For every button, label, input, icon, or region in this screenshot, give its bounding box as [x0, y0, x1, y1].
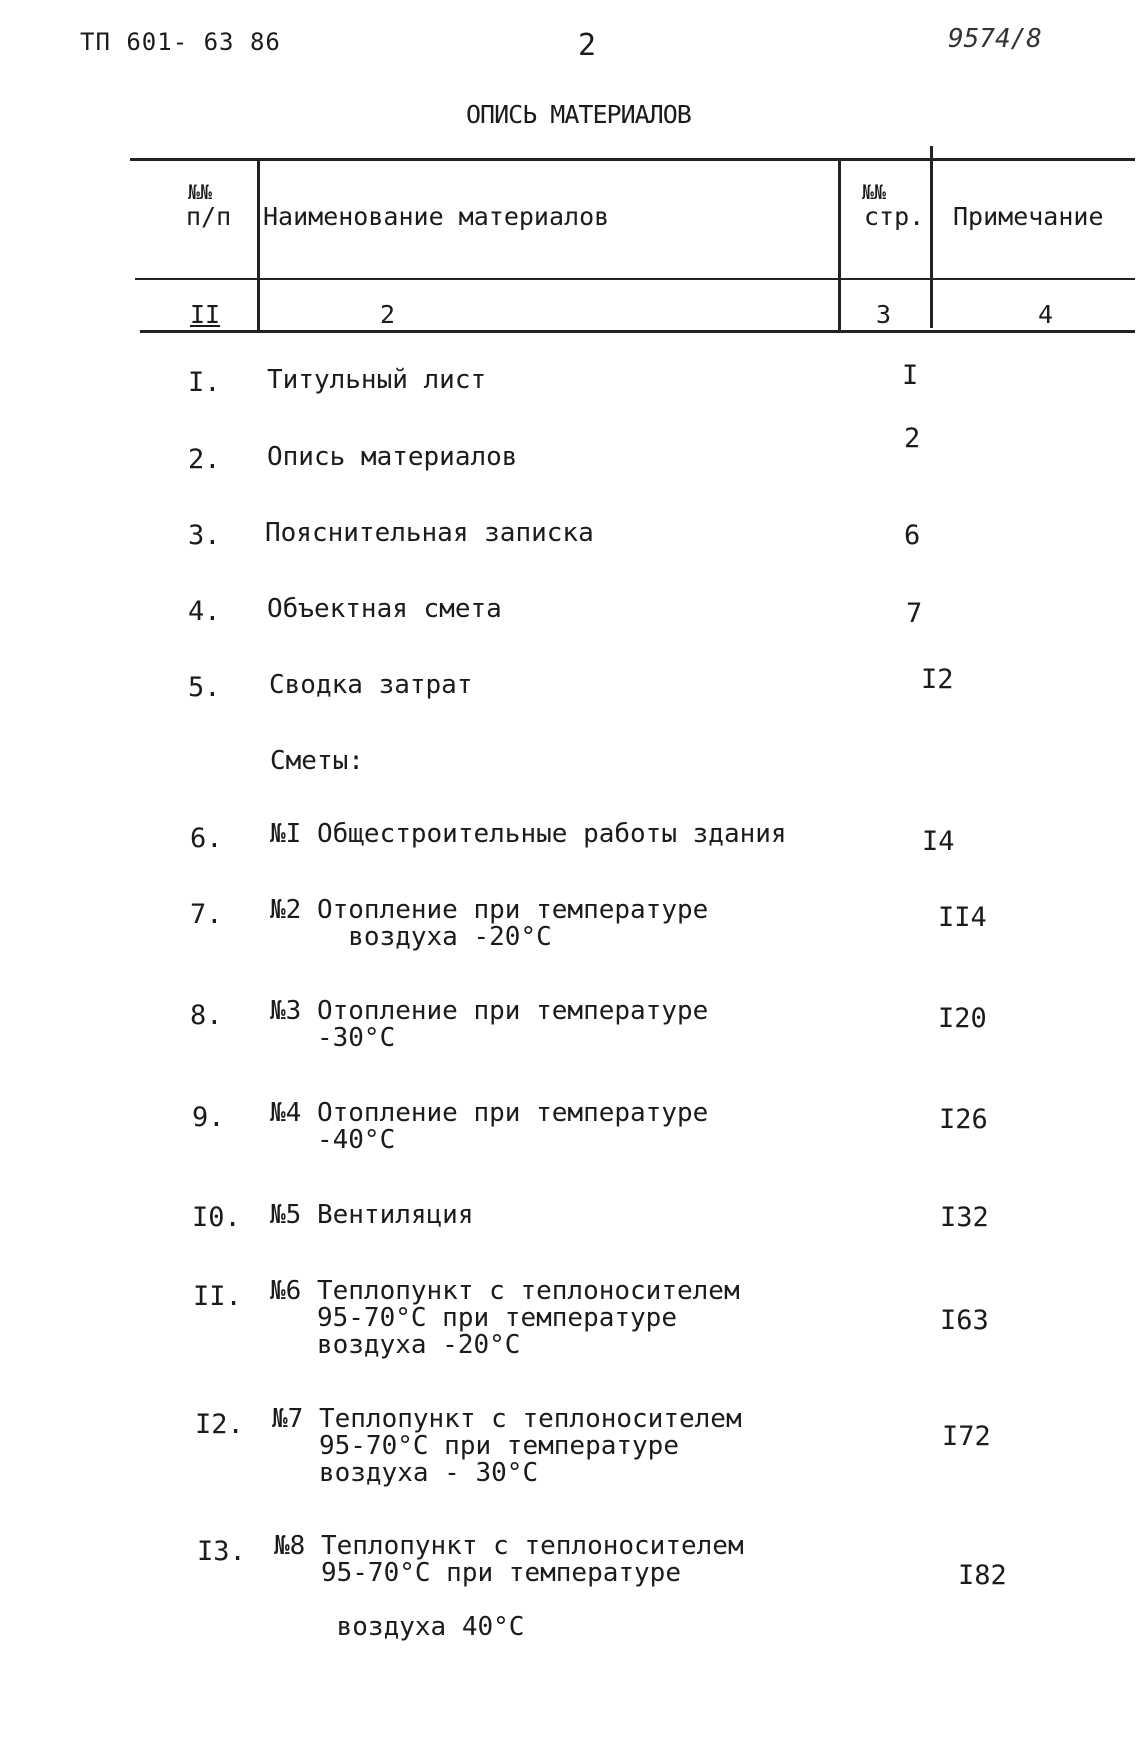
item-title: №8 Теплопункт с теплоносителем 95-70°С при температуре воздуха 40°С	[274, 1531, 744, 1642]
item-page: 6	[904, 520, 921, 551]
item-title: Опись материалов	[267, 442, 518, 472]
document-title: ОПИСЬ МАТЕРИАЛОВ	[466, 100, 691, 129]
col-note-label: Примечание	[953, 202, 1104, 231]
item-number: 7.	[190, 899, 223, 930]
item-page: I82	[958, 1560, 1007, 1591]
item-title: Пояснительная записка	[265, 518, 594, 548]
item-number: 3.	[188, 520, 221, 551]
col-index-1: II	[190, 300, 221, 329]
item-number: I2.	[195, 1409, 244, 1440]
header-bottom-rule	[140, 330, 1135, 333]
document-code: ТП 601- 63 86	[80, 28, 281, 56]
archive-number: 9574/8	[948, 24, 1042, 54]
item-page: I63	[940, 1305, 989, 1336]
item-page: II4	[938, 902, 987, 933]
col-number-label-1: №№	[188, 180, 213, 204]
section-heading: Сметы:	[270, 746, 364, 776]
col-index-4: 4	[1038, 300, 1054, 329]
item-title: №7 Теплопункт с теплоносителем 95-70°С при температуре воздуха - 30°С	[272, 1404, 742, 1488]
item-title: №5 Вентиляция	[270, 1200, 474, 1230]
col-page-label-2: стр.	[864, 202, 925, 231]
item-page: 2	[904, 423, 921, 454]
item-page: 7	[906, 598, 923, 629]
header-col-divider-1	[257, 158, 260, 333]
item-title: №2 Отопление при температуре воздуха -20°С	[270, 895, 709, 952]
col-index-3: 3	[876, 300, 892, 329]
item-page: I2	[921, 664, 954, 695]
header-col-divider-2	[838, 158, 841, 333]
item-page: I72	[942, 1421, 991, 1452]
item-number: 8.	[190, 1000, 223, 1031]
item-number: I.	[188, 367, 221, 398]
col-index-2: 2	[380, 300, 396, 329]
col-page-label-1: №№	[862, 180, 887, 204]
header-top-rule	[130, 158, 1135, 161]
item-page: I26	[939, 1104, 988, 1135]
item-title: №6 Теплопункт с теплоносителем 95-70°С при температуре воздуха -20°С	[270, 1276, 740, 1360]
item-number: II.	[193, 1281, 242, 1312]
item-number: 6.	[190, 823, 223, 854]
item-page: I32	[940, 1202, 989, 1233]
item-title: №4 Отопление при температуре -40°С	[270, 1098, 709, 1155]
header-middle-rule	[135, 278, 1135, 280]
item-number: 4.	[188, 596, 221, 627]
item-page: I	[902, 360, 919, 391]
item-title: Сводка затрат	[269, 670, 473, 700]
item-number: I0.	[192, 1202, 241, 1233]
col-name-label: Наименование материалов	[263, 202, 610, 231]
item-number: 9.	[192, 1102, 225, 1133]
item-number: I3.	[197, 1536, 246, 1567]
page-number: 2	[578, 28, 597, 63]
item-title: №3 Отопление при температуре -30°С	[270, 996, 709, 1053]
col-number-label-2: п/п	[186, 202, 232, 231]
item-title: Титульный лист	[267, 365, 487, 395]
item-number: 2.	[188, 444, 221, 475]
item-page: I20	[938, 1003, 987, 1034]
item-page: I4	[922, 826, 955, 857]
item-number: 5.	[188, 672, 221, 703]
item-title: Объектная смета	[267, 594, 502, 624]
item-title: №I Общестроительные работы здания	[270, 819, 787, 849]
header-col-divider-3	[930, 146, 933, 328]
